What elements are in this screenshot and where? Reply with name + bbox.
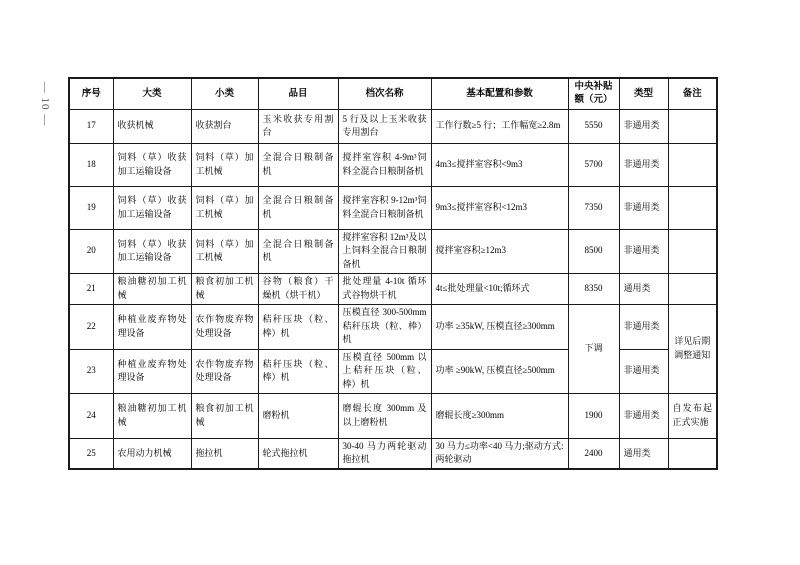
cell-category: 饲料（草）收获加工运输设备: [113, 143, 191, 186]
table-row: [69, 393, 717, 438]
cell-config: 功率 ≥90kW, 压模直径≥500mm: [431, 349, 568, 393]
cell-note: [668, 186, 717, 229]
cell-item: 磨粉机: [258, 393, 338, 438]
table-row: [69, 304, 717, 349]
cell-category: 饲料（草）收获加工运输设备: [113, 229, 191, 273]
cell-type: 通用类: [619, 273, 668, 304]
cell-subsidy: 1900: [568, 393, 619, 438]
cell-subcategory: 饲料（草）加工机械: [191, 186, 258, 229]
cell-grade: 搅拌室容积 9-12m³饲料全混合日粮制备机: [338, 186, 431, 229]
column-header-subcategory: 小类: [191, 78, 258, 109]
column-header-grade: 档次名称: [338, 78, 431, 109]
cell-type: 非通用类: [619, 229, 668, 273]
table-row: [69, 143, 717, 186]
cell-config: 9m3≤搅拌室容积<12m3: [431, 186, 568, 229]
cell-config: 磨辊长度≥300mm: [431, 393, 568, 438]
cell-subcategory: 农作物废弃物处理设备: [191, 304, 258, 349]
cell-type: 通用类: [619, 438, 668, 469]
cell-config: 4m3≤搅拌室容积<9m3: [431, 143, 568, 186]
table-row: [69, 273, 717, 304]
cell-subsidy: 2400: [568, 438, 619, 469]
cell-subcategory: 粮食初加工机械: [191, 273, 258, 304]
subsidy-table: [68, 77, 718, 470]
cell-grade: 搅拌室容积 12m³及以上饲料全混合日粮制备机: [338, 229, 431, 273]
cell-subcategory: 拖拉机: [191, 438, 258, 469]
cell-no: 20: [69, 229, 113, 273]
column-header-category: 大类: [113, 78, 191, 109]
cell-type: 非通用类: [619, 186, 668, 229]
column-header-no: 序号: [69, 78, 113, 109]
cell-config: 工作行数≥5 行；工作幅宽≥2.8m: [431, 109, 568, 143]
table-row: [69, 109, 717, 143]
cell-grade: 5 行及以上玉米收获专用割台: [338, 109, 431, 143]
cell-no: 24: [69, 393, 113, 438]
cell-config: 搅拌室容积≥12m3: [431, 229, 568, 273]
cell-grade: 搅拌室容积 4-9m³饲料全混合日粮制备机: [338, 143, 431, 186]
cell-subcategory: 饲料（草）加工机械: [191, 143, 258, 186]
cell-subsidy: 8350: [568, 273, 619, 304]
page-number: — 10 —: [39, 81, 51, 127]
cell-grade: 磨辊长度 300mm 及以上磨粉机: [338, 393, 431, 438]
table-row: [69, 229, 717, 273]
cell-subcategory: 农作物废弃物处理设备: [191, 349, 258, 393]
column-header-subsidy: 中央补贴额（元）: [568, 78, 619, 109]
cell-no: 21: [69, 273, 113, 304]
cell-type: 非通用类: [619, 349, 668, 393]
cell-subsidy: 下调: [568, 304, 619, 393]
table-row: [69, 438, 717, 469]
cell-no: 25: [69, 438, 113, 469]
cell-no: 23: [69, 349, 113, 393]
column-header-config: 基本配置和参数: [431, 78, 568, 109]
cell-category: 种植业废弃物处理设备: [113, 349, 191, 393]
cell-subsidy: 8500: [568, 229, 619, 273]
cell-type: 非通用类: [619, 304, 668, 349]
cell-config: 功率 ≥35kW, 压模直径≥300mm: [431, 304, 568, 349]
cell-config: 4t≤批处理量<10t;循环式: [431, 273, 568, 304]
cell-item: 秸秆压块（粒、棒）机: [258, 304, 338, 349]
table-header-row: [69, 78, 717, 109]
cell-category: 粮油糖初加工机械: [113, 393, 191, 438]
cell-grade: 30-40 马力两轮驱动拖拉机: [338, 438, 431, 469]
cell-no: 19: [69, 186, 113, 229]
cell-category: 饲料（草）收获加工运输设备: [113, 186, 191, 229]
cell-type: 非通用类: [619, 393, 668, 438]
cell-item: 玉米收获专用割台: [258, 109, 338, 143]
cell-grade: 批处理量 4-10t 循环式谷物烘干机: [338, 273, 431, 304]
cell-type: 非通用类: [619, 143, 668, 186]
table-row: [69, 186, 717, 229]
cell-category: 粮油糖初加工机械: [113, 273, 191, 304]
table-row: [69, 349, 717, 393]
cell-note: [668, 273, 717, 304]
cell-category: 农用动力机械: [113, 438, 191, 469]
cell-no: 18: [69, 143, 113, 186]
cell-grade: 压模直径 500mm 以上秸秆压块（粒、棒）机: [338, 349, 431, 393]
cell-item: 秸秆压块（粒、棒）机: [258, 349, 338, 393]
cell-subsidy: 5700: [568, 143, 619, 186]
cell-subsidy: 7350: [568, 186, 619, 229]
cell-item: 谷物（粮食）干燥机（烘干机）: [258, 273, 338, 304]
column-header-type: 类型: [619, 78, 668, 109]
cell-subcategory: 收获割台: [191, 109, 258, 143]
cell-note: 详见后期调整通知: [668, 304, 717, 393]
cell-note: [668, 143, 717, 186]
cell-note: 自发布起正式实施: [668, 393, 717, 438]
cell-note: [668, 229, 717, 273]
cell-item: 轮式拖拉机: [258, 438, 338, 469]
cell-item: 全混合日粮制备机: [258, 229, 338, 273]
column-header-item: 品目: [258, 78, 338, 109]
column-header-note: 备注: [668, 78, 717, 109]
cell-grade: 压模直径 300-500mm 秸秆压块（粒、棒）机: [338, 304, 431, 349]
cell-item: 全混合日粮制备机: [258, 143, 338, 186]
cell-note: [668, 438, 717, 469]
cell-subcategory: 饲料（草）加工机械: [191, 229, 258, 273]
cell-subsidy: 5550: [568, 109, 619, 143]
cell-no: 17: [69, 109, 113, 143]
cell-category: 收获机械: [113, 109, 191, 143]
cell-subcategory: 粮食初加工机械: [191, 393, 258, 438]
cell-item: 全混合日粮制备机: [258, 186, 338, 229]
cell-no: 22: [69, 304, 113, 349]
cell-type: 非通用类: [619, 109, 668, 143]
cell-config: 30 马力≤功率<40 马力;驱动方式:两轮驱动: [431, 438, 568, 469]
cell-note: [668, 109, 717, 143]
cell-category: 种植业废弃物处理设备: [113, 304, 191, 349]
